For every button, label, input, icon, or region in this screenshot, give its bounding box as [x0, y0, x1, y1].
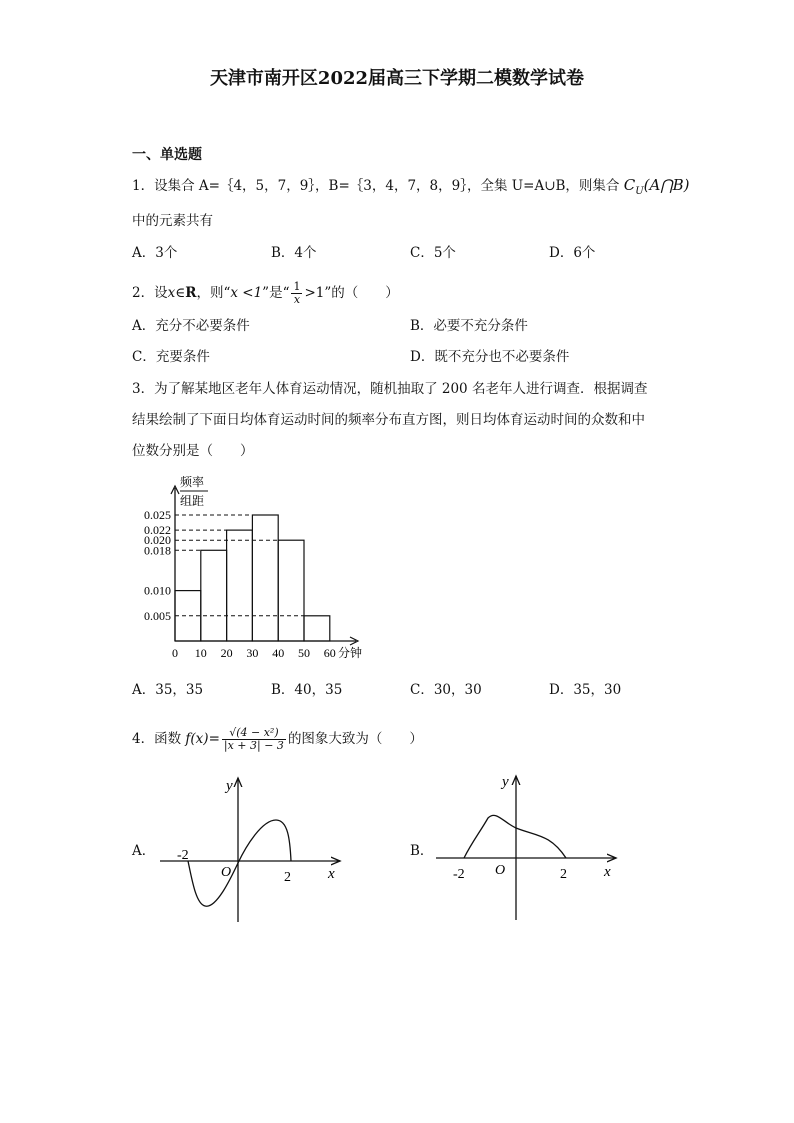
histogram-y-label-top: 频率 [180, 475, 205, 489]
histogram-y-tick-label: 0.025 [144, 508, 171, 522]
histogram-bar [252, 515, 278, 641]
q3-line1: 3．为了解某地区老年人体育运动情况，随机抽取了 200 名老年人进行调查．根据调查 [132, 381, 648, 397]
q2-option-a: A．充分不必要条件 [132, 318, 250, 334]
graph-b-neg2: -2 [453, 867, 465, 882]
histogram-y-tick-label: 0.022 [144, 523, 171, 538]
q1-option-a: A．3个 [132, 245, 178, 261]
q4-end: 的图象大致为（ ） [287, 731, 423, 747]
q2-option-c: C．充要条件 [132, 349, 210, 365]
question-4-text [132, 724, 423, 754]
q2-mid2: ”是“ [262, 285, 290, 301]
histogram-x-tick-label: 0 [172, 646, 178, 660]
graph-a-neg2: -2 [177, 848, 189, 863]
q3-line2: 结果绘制了下面日均体育运动时间的频率分布直方图，则日均体育运动时间的众数和中 [132, 412, 645, 428]
q2-var: x [167, 285, 176, 301]
histogram-x-tick-label: 10 [194, 646, 207, 660]
q1-option-d: D．6个 [549, 245, 596, 261]
q2-option-d: D．既不充分也不必要条件 [410, 349, 570, 365]
graph-a-origin: O [221, 865, 232, 880]
q4-pre: 4．函数 [132, 731, 182, 747]
section-heading: 一、单选题 [132, 147, 202, 163]
q1-line2: 中的元素共有 [132, 213, 213, 229]
graph-b-pos2: 2 [560, 867, 567, 882]
histogram-y-tick-label: 0.005 [144, 608, 171, 623]
graph-a-curve [188, 820, 291, 906]
q2-option-b: B．必要不充分条件 [410, 318, 528, 334]
histogram-bar [201, 550, 227, 641]
graph-a-x-label: x [328, 866, 335, 882]
graph-b-x-label: x [604, 864, 611, 880]
histogram-y-label-bottom: 组距 [180, 494, 205, 508]
q1-line1: 1．设集合 A=｛4，5，7，9｝，B=｛3，4，7，8，9｝，全集 U=A∪B，则集合 [132, 178, 620, 194]
histogram-x-label: 分钟 [338, 646, 363, 660]
graph-b [428, 770, 628, 930]
q2-fraction: $\frac{1}{x}$ [293, 280, 301, 306]
histogram-x-tick-label: 20 [220, 646, 233, 660]
histogram-bar [278, 540, 304, 641]
q2-end: ”的（ ） [324, 285, 399, 301]
q2-pre: 2．设 [132, 285, 168, 301]
histogram-y-tick-label: 0.010 [144, 583, 171, 598]
q2-cond2: >1 [304, 285, 325, 301]
q3-option-d: D．35，30 [549, 682, 622, 698]
q4-fraction: $\frac{\text{√(4 − x²)}}{|x + 3| - 3}$ [223, 726, 284, 752]
graph-a-label: A． [132, 843, 156, 859]
graph-b-label: B． [410, 843, 434, 859]
graph-a-pos2: 2 [284, 870, 291, 885]
page-title: 天津市南开区2022届高三下学期二模数学试卷 [209, 68, 585, 89]
q3-option-b: B．40，35 [271, 682, 343, 698]
q2-real-set: R [185, 285, 197, 301]
q1-option-c: C．5个 [410, 245, 456, 261]
graph-b-origin: O [495, 863, 506, 878]
graph-b-y-label: y [502, 774, 509, 790]
q2-cond1: x <1 [230, 285, 263, 301]
q1-option-b: B．4个 [271, 245, 317, 261]
histogram-y-tick-label: 0.018 [144, 543, 171, 558]
q3-line3: 位数分别是（ ） [132, 443, 254, 459]
q4-function: f(x)= [185, 731, 220, 747]
histogram-x-tick-label: 60 [323, 646, 336, 660]
histogram-x-tick-label: 30 [246, 646, 259, 660]
histogram-bar [227, 530, 253, 641]
graph-b-curve [464, 815, 566, 858]
histogram-x-tick-label: 40 [272, 646, 285, 660]
histogram-x-tick-label: 50 [298, 646, 310, 660]
q3-option-c: C．30，30 [410, 682, 482, 698]
q2-mid1: ，则“ [196, 285, 231, 301]
histogram-y-tick-label: 0.020 [144, 533, 171, 548]
graph-a [150, 770, 350, 930]
q1-set-expression: $C_U(A⋂B)$ [623, 176, 690, 197]
graph-a-y-label: y [226, 778, 233, 794]
q3-option-a: A．35，35 [132, 682, 204, 698]
q2-in: ∈ [175, 285, 186, 301]
histogram-bar [304, 616, 330, 641]
